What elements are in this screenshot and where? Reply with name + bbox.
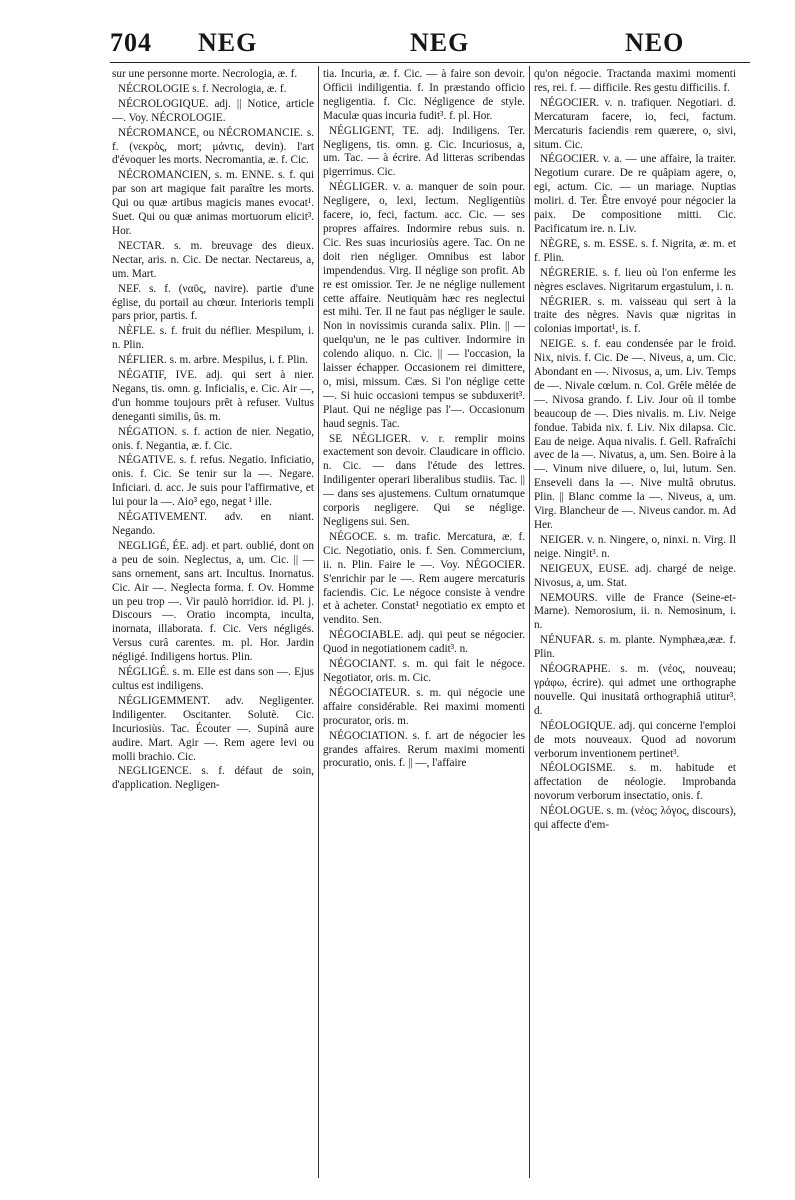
dictionary-entry: NÉGOCIANT. s. m. qui fait le négoce. Negotiator, oris. m. Cic.: [323, 658, 525, 684]
dictionary-entry: NEGLIGÉ, ÉE. adj. et part. oublié, dont on a peu de soin. Neglectus, a, um. Cic. || — sans ornement, sans art. Incultus. Inornatus. Cic. Air —. Neglecta forma. f. Ov. Homme un peu trop —. Vir paulò horridior. id. Pl. j. Discours —. Oratio incompta, inculta, inornata, illaborata. f. Cic. Vers négligés. Versus curâ carentes. m. pl. Hor. Jardin négligé. Indiligens hortus. Plin.: [112, 539, 314, 664]
guide-word-right: NEO: [625, 28, 685, 57]
dictionary-entry: NEMOURS. ville de France (Seine-et-Marne). Nemorosium, ii. n. Nemosinum, i. n.: [534, 591, 736, 632]
dictionary-entry: NEIGEUX, EUSE. adj. chargé de neige. Nivosus, a, um. Stat.: [534, 562, 736, 589]
dictionary-entry: NEGLIGENCE. s. f. défaut de soin, d'application. Negligen-: [112, 765, 314, 792]
dictionary-entry: NÉCROLOGIE s. f. Necrologia, æ. f.: [118, 82, 287, 95]
guide-word-center: NEG: [410, 28, 470, 57]
dictionary-entry: NÉOGRAPHE. s. m. (νέος, nouveau; γράφω, écrire). qui admet une orthographe nouvelle. Qui inusitatâ orthographiâ utitur³. d.: [534, 663, 736, 717]
dictionary-entry: NÈGRE, s. m. ESSE. s. f. Nigrita, æ. m. et f. Plin.: [534, 237, 736, 264]
dictionary-entry: NÉCROLOGIQUE. adj. || Notice, article —. Voy. NÉCROLOGIE.: [112, 97, 314, 124]
dictionary-entry: NEIGER. v. n. Ningere, o, ninxi. n. Virg. Il neige. Ningit³. n.: [534, 533, 736, 560]
header-rule: [110, 62, 750, 63]
dictionary-entry: NÉGOCIER. v. a. — une affaire, la traiter. Negotium curare. De re quâpiam agere, o, egi, actum. Cic. — un mariage. Nuptias moliri. d. Ter. Être envoyé pour négocier la paix. De compositione mitti. Cic. Pacificatum ire. n. Liv.: [534, 153, 736, 235]
dictionary-entry: NÉGRIER. s. m. vaisseau qui sert à la traite des nègres. Navis quæ nigritas in colonias importat¹, is. f.: [534, 295, 736, 336]
dictionary-entry: NEF. s. f. (ναῦς, navire). partie d'une église, du portail au chœur. Interioris templi pars prior, partis. f.: [112, 282, 314, 323]
dictionary-entry: NÉGATIF, IVE. adj. qui sert à nier. Negans, tis. omn. g. Inficialis, e. Cic. Air —, d'un homme toujours prêt à refuser. Vultus deneganti similis, ûs. m.: [112, 369, 314, 423]
dictionary-entry: NÉFLIER. s. m. arbre. Mespilus, i. f. Plin.: [118, 354, 308, 367]
column-right: [534, 68, 736, 1178]
dictionary-entry: NÉGLIGEMMENT. adv. Negligenter. Indiligenter. Oscitanter. Solutè. Cic. Incuriosiùs. Tac. Écouter —. Supinâ aure audire. Mart. Agir —. Rem agere levi ou molli brachio. Cic.: [112, 694, 314, 763]
column-divider: [529, 66, 530, 1178]
dictionary-entry: NÉNUFAR. s. m. plante. Nymphæa,ææ. f. Plin.: [534, 634, 736, 661]
dictionary-entry: NÉGLIGENT, TE. adj. Indiligens. Ter. Negligens, tis. omn. g. Cic. Incuriosus, a, um. Tac. — à écrire. Ad litteras scribendas pigerrimus. Cic.: [323, 124, 525, 179]
dictionary-entry: NÉGLIGÉ. s. m. Elle est dans son —. Ejus cultus est indiligens.: [112, 666, 314, 692]
guide-word-left: NEG: [198, 28, 258, 57]
dictionary-entry: NÉGATION. s. f. action de nier. Negatio, onis. f. Negantia, æ. f. Cic.: [112, 425, 314, 452]
dictionary-entry: NÉGOCIATEUR. s. m. qui négocie une affaire considérable. Rei maximi momenti procurator, oris. m.: [323, 686, 525, 727]
dictionary-entry: sur une personne morte. Necrologia, æ. f.: [112, 68, 298, 80]
page-number: 704: [110, 28, 152, 57]
dictionary-entry: NÉOLOGUE. s. m. (νέος; λόγος, discours), qui affecte d'em-: [534, 805, 736, 832]
dictionary-entry: NÉGRERIE. s. f. lieu où l'on enferme les nègres esclaves. Nigritarum ergastulum, i. n.: [534, 266, 736, 293]
dictionary-entry: NÉGOCIABLE. adj. qui peut se négocier. Quod in negotiationem cadit³. n.: [323, 629, 525, 656]
dictionary-entry: NÈFLE. s. f. fruit du néflier. Mespilum, i. n. Plin.: [112, 325, 314, 352]
running-header: [110, 28, 750, 62]
column-divider: [318, 66, 319, 1178]
column-middle: [323, 68, 525, 1178]
dictionary-entry: NÉGATIVE. s. f. refus. Negatio. Inficiatio, onis. f. Cic. Se tenir sur la —. Negare. Inficiari. d. acc. Je suis pour l'affirmative, et lui pour la —. Aio³ ego, negat ¹ ille.: [112, 454, 314, 509]
dictionary-entry: tia. Incuria, æ. f. Cic. — à faire son devoir. Officii indiligentia. f. In præstando officio negligentia. f. Cic. Négligence de style. Maculæ quas incuria fudit³. f. pl. Hor.: [323, 68, 525, 122]
dictionary-entry: NÉGOCE. s. m. trafic. Mercatura, æ. f. Cic. Negotiatio, onis. f. Sen. Commercium, ii. n. Plin. Faire le —. Voy. NÉGOCIER. S'enrichir par le —. Rem augere mercaturis faciendis. Cic. Le négoce consiste à vendre et à acheter. Constat¹ negotiatio ex empto et vendito. Sen.: [323, 530, 525, 627]
dictionary-entry: SE NÉGLIGER. v. r. remplir moins exactement son devoir. Claudicare in officio. n. Cic. — dans l'étude des lettres. Indiligenter operari liberalibus studiis. Tac. || — dans ses ajustemens. Cultum ornatumque corporis negligere. Qui se néglige. Negligens sui. Sen.: [323, 432, 525, 528]
column-left: [112, 68, 314, 1178]
dictionary-entry: NECTAR. s. m. breuvage des dieux. Nectar, aris. n. Cic. De nectar. Nectareus, a, um. Mart.: [112, 239, 314, 280]
dictionary-entry: qu'on négocie. Tractanda maximi momenti res, rei. f. — difficile. Res gestu difficilis. f.: [534, 68, 736, 94]
dictionary-entry: NÉCROMANCE, ou NÉCROMANCIE. s. f. (νεκρὸς, mort; μάντις, devin). l'art d'évoquer les morts. Necromantia, æ. f. Cic.: [112, 126, 314, 167]
dictionary-entry: NÉGOCIER. v. n. trafiquer. Negotiari. d. Mercaturam facere, io, feci, factum. Mercaturis faciendis rem quærere, o, sivi, situm. Cic.: [534, 96, 736, 151]
dictionary-entry: NÉGLIGER. v. a. manquer de soin pour. Negligere, o, lexi, lectum. Negligentiùs facere, io, feci, factum. acc. Cic. — ses propres affaires. Indormire rebus suis. n. Cic. Res suas incuriosiùs agere. Tac. On ne doit rien négliger. Omnibus est labor impendendus. Virg. Il néglige son profit. Ab re est omissior. Ter. Je ne néglige nullement cette affaire. Neutiquàm hæc res neglectui est mihi. Ter. Il ne faut pas négliger le saule. Non in novissimis curanda salix. Plin. || — quelqu'un, ne le pas cultiver. Indormire in colendo aliquo. n. Cic. || — l'occasion, la laisser échapper. Occasionem rei dimittere, o, misi, missum. Cæs. Si l'on néglige cette —. Si huic occasioni tempus se subduxerit³. Plaut. Qui ne néglige pas l'—. Occasionum haud segnis. Tac.: [323, 181, 525, 430]
dictionary-entry: NÉGOCIATION. s. f. art de négocier les grandes affaires. Rerum maximi momenti procuratio, onis. f. || —, l'affaire: [323, 729, 525, 770]
dictionary-entry: NÉOLOGIQUE. adj. qui concerne l'emploi de mots nouveaux. Quod ad novorum verborum inventionem pertinet³.: [534, 719, 736, 760]
dictionary-entry: NEIGE. s. f. eau condensée par le froid. Nix, nivis. f. Cic. De —. Niveus, a, um. Cic. Abondant en —. Nivosus, a, um. Liv. Temps de —. Nivale cœlum. n. Col. Grêle mêlée de —. Nivosa grando. f. Liv. Jour où il tombe beaucoup de —. Dies nivalis. m. Liv. Neige fondue. Tabida nix. f. Liv. Nix dilapsa. Cic. Eau de neige. Aqua nivalis. f. Gell. Rafraîchi avec de la —. Nivatus, a, um. Sen. Boire à la —. Vinum nive diluere, o, lui, lutum. Sen. Enseveli dans la —. Nive multâ obrutus. Plin. || Blanc comme la —. Niveus, a, um. Virg. Blancheur de —. Niveus candor. m. Ad Her.: [534, 338, 736, 531]
dictionary-entry: NÉOLOGISME. s. m. habitude et affectation de néologie. Improbanda novorum verborum insectatio, onis. f.: [534, 762, 736, 803]
dictionary-entry: NÉGATIVEMENT. adv. en niant. Negando.: [112, 511, 314, 537]
dictionary-entry: NÉCROMANCIEN, s. m. ENNE. s. f. qui par son art magique fait paraître les morts. Qui ou quæ artibus magicis manes evocat¹. Suet. Qui ou quæ animas mortuorum elicit³. Hor.: [112, 169, 314, 237]
